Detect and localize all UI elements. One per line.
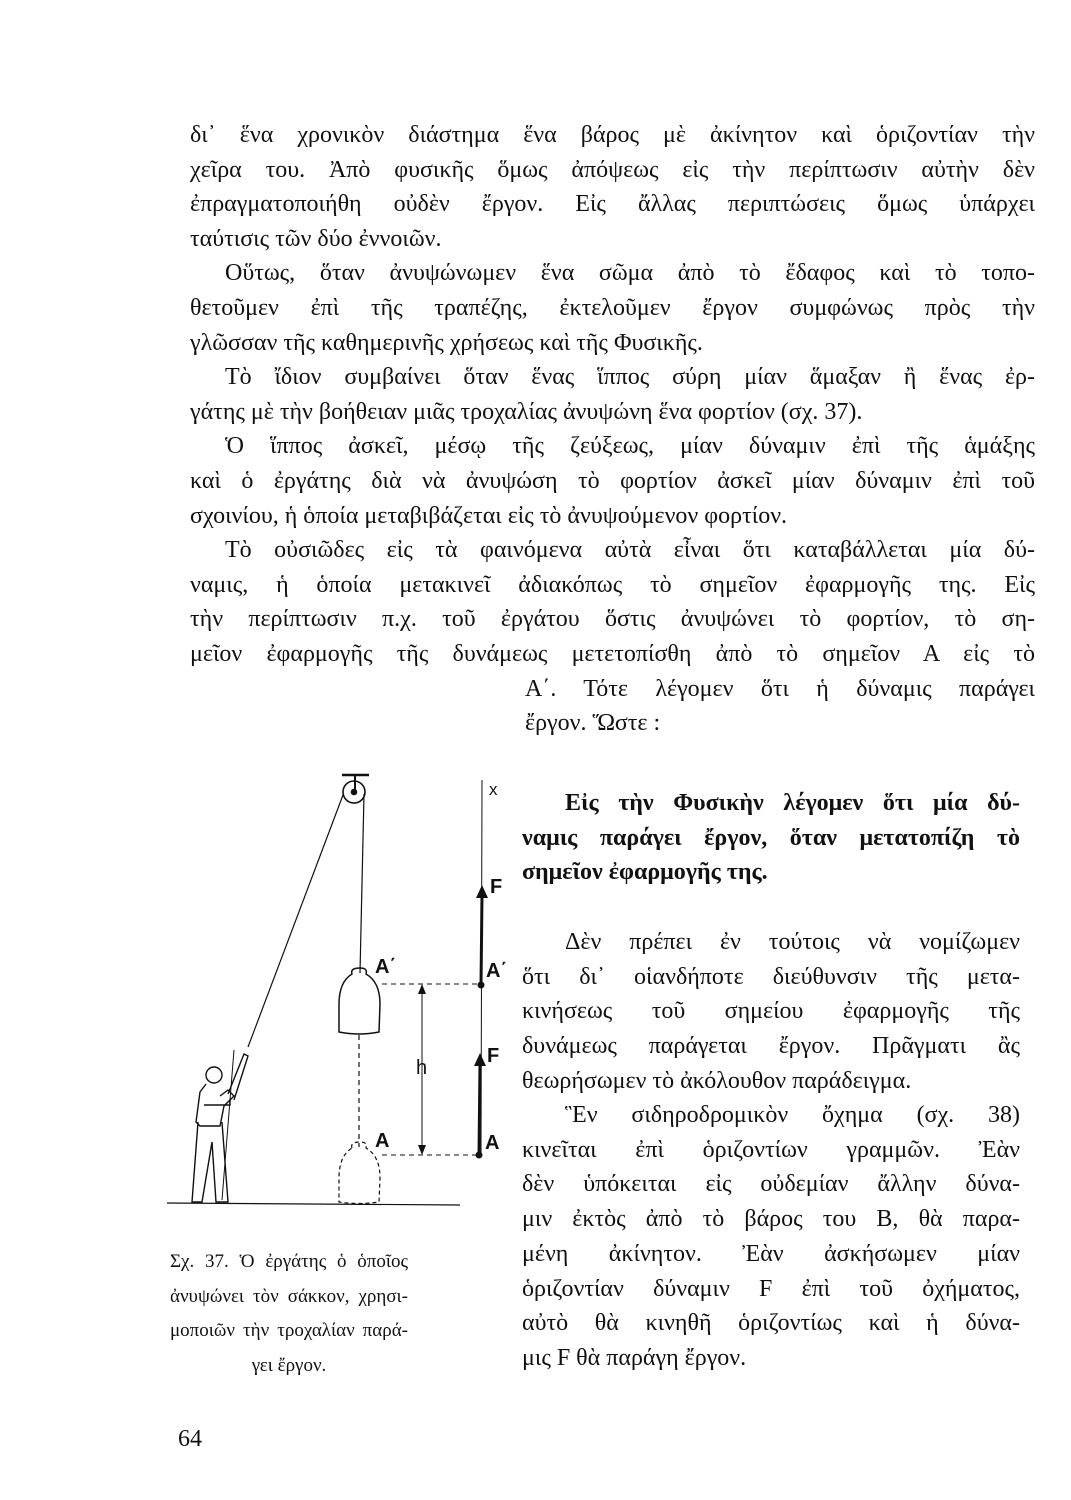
text-line: μις F θὰ παράγη ἔργον. [522,1344,747,1371]
label-a-prime-right: Α΄ [486,960,508,982]
text-line: ναμις, ἡ ὁποία μετακινεῖ ἀδιακόπως τὸ σημεῖον ἐφαρμογῆς της. Εἰς [190,571,1035,598]
text-line: γάτης μὲ τὴν βοήθειαν μιᾶς τροχαλίας ἀνυψώνη ἕνα φορτίον (σχ. 37). [190,398,863,425]
text-line: Ὁ ἵππος ἀσκεῖ, μέσῳ τῆς ζεύξεως, μίαν δύναμιν ἐπὶ τῆς ἁμάξης [225,433,1035,460]
text-line: μεῖον ἐφαρμογῆς τῆς δυνάμεως μετετοπίσθη ἀπὸ τὸ σημεῖον Α εἰς τὸ [190,641,1035,667]
text-line: ἐπραγματοποιήθη οὐδὲν ἔργον. Εἰς ἄλλας περιπτώσεις ὅμως ὑπάρχει [190,191,1035,218]
caption-line: γει ἔργον. [251,1354,327,1376]
text-line: ὁριζοντίαν δύναμιν F ἐπὶ τοῦ ὀχήματος, [522,1275,1020,1302]
pulley-figure [160,760,520,1210]
sack-original [339,1142,380,1204]
text-line: δυνάμεως παράγεται ἔργον. Πρᾶγματι ἂς [522,1033,1020,1060]
rope-pull [248,795,343,1047]
caption-line: Σχ. 37. Ὁ ἐργάτης ὁ ὁποῖος [170,1251,408,1272]
text-line: Δὲν πρέπει ἐν τούτοις νὰ νομίζωμεν [565,929,1020,955]
text-line: χεῖρα του. Ἀπὸ φυσικῆς ὅμως ἀπόψεως εἰς τὴν περίπτωσιν αὐτὴν δὲν [190,156,1035,183]
text-line: ἔργον. Ὥστε : [525,710,661,737]
text-line: κινήσεως τοῦ σημείου ἐφαρμογῆς τῆς [522,998,1020,1025]
text-line: Ἓν σιδηροδρομικὸν ὄχημα (σχ. 38) [565,1102,1020,1128]
worker-figure [192,1050,248,1202]
label-f-bottom: F [487,1045,500,1067]
text-line: αὐτὸ θὰ κινηθῆ ὁριζοντίως καὶ ἡ δύνα- [522,1310,1020,1337]
text-line: κινεῖται ἐπὶ ὁριζοντίων γραμμῶν. Ἐὰν [522,1136,1020,1163]
text-line: θετοῦμεν ἐπὶ τῆς τραπέζης, ἐκτελοῦμεν ἔργον συμφώνως πρὸς τὴν [190,295,1035,321]
text-line: δὲν ὑπόκειται εἰς οὐδεμίαν ἄλλην δύνα- [522,1171,1020,1198]
text-line: μιν ἐκτὸς ἀπὸ τὸ βάρος του Β, θὰ παρα- [522,1206,1020,1233]
force-arrow-top [481,895,482,985]
text-line: δι᾿ ἕνα χρονικὸν διάστημα ἕνα βάρος μὲ ἀκίνητον καὶ ὁριζοντίαν τὴν [190,122,1035,148]
label-h: h [416,1057,428,1079]
caption-line: μοποιῶν τὴν τροχαλίαν παρά- [170,1320,408,1341]
text-line: Τὸ ἴδιον συμβαίνει ὅταν ἕνας ἵππος σύρη μίαν ἅμαξαν ἢ ἕνας ἐρ- [225,364,1035,391]
sack-raised [339,968,380,1034]
definition-line: ναμις παράγει ἔργον, ὅταν μετατοπίζη τὸ [522,824,1020,851]
text-line: τὴν περίπτωσιν π.χ. τοῦ ἐργάτου ὅστις ἀνυψώνει τὸ φορτίον, τὸ ση- [190,606,1035,633]
text-line: σχοινίου, ἡ ὁποία μεταβιβάζεται εἰς τὸ ἀνυψούμενον φορτίον. [190,502,788,529]
label-f-top: F [490,876,503,898]
text-line: Τὸ οὐσιῶδες εἰς τὰ φαινόμενα αὐτὰ εἶναι ὅτι καταβάλλεται μία δύ- [225,537,1035,564]
ground-line [167,1203,460,1205]
text-line: καὶ ὁ ἐργάτης διὰ νὰ ἀνυψώση τὸ φορτίον ἀσκεῖ μίαν δύναμιν ἐπὶ τοῦ [190,468,1035,494]
text-line: θεωρήσωμεν τὸ ἀκόλουθον παράδειγμα. [522,1067,912,1094]
label-a-left: Α [375,1130,390,1152]
page-number: 64 [178,1426,202,1452]
text-line: ταύτισις τῶν δύο ἐννοιῶν. [190,225,442,252]
label-a-prime-left: Α΄ [375,956,397,978]
definition-line: σημεῖον ἐφαρμογῆς της. [522,859,768,885]
force-arrow-bottom [479,1063,480,1155]
text-line: μένη ἀκίνητον. Ἐὰν ἀσκήσωμεν μίαν [522,1240,1020,1267]
definition-line: Εἰς τὴν Φυσικὴν λέγομεν ὅτι μία δύ- [565,790,1020,816]
text-line: γλῶσσαν τῆς καθημερινῆς χρήσεως καὶ τῆς Φυσικῆς. [190,329,703,356]
text-line: Οὕτως, ὅταν ἀνυψώνωμεν ἕνα σῶμα ἀπὸ τὸ ἔδαφος καὶ τὸ τοπο- [225,260,1035,287]
label-x: x [489,780,498,799]
caption-line: ἀνυψώνει τὸν σάκκον, χρησι- [170,1285,408,1307]
label-a-right: Α [485,1132,500,1154]
text-line: Α΄. Τότε λέγομεν ὅτι ἡ δύναμις παράγει [525,675,1035,702]
text-line: ὅτι δι᾿ οἱανδήποτε διεύθυνσιν τῆς μετα- [522,963,1020,990]
rope-load [360,794,364,973]
